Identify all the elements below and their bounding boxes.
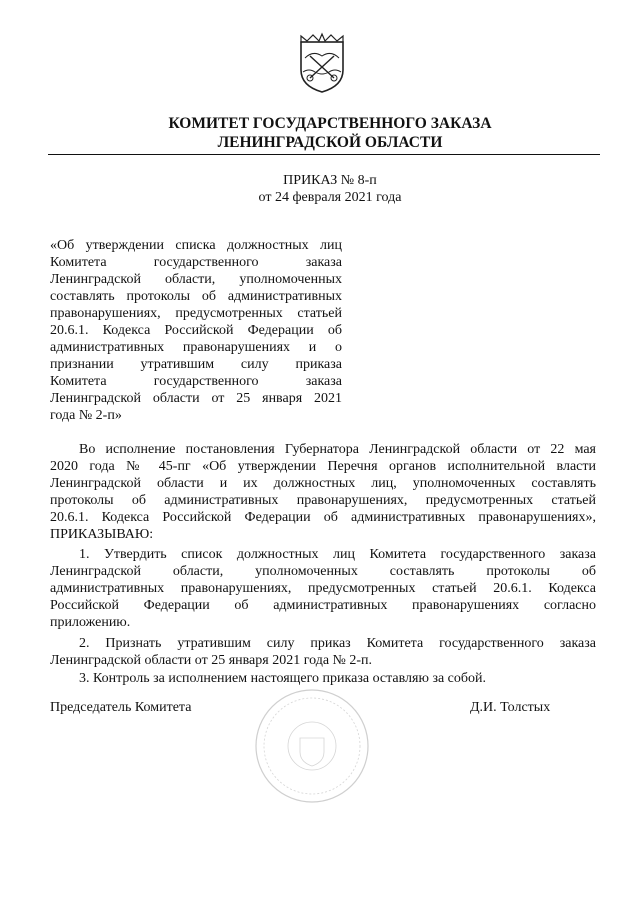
preamble-line: протоколы об административных правонарушениях, предусмотренных статьей bbox=[50, 493, 596, 508]
order-command: ПРИКАЗЫВАЮ: bbox=[50, 527, 154, 542]
preamble-line: 20.6.1. Кодекса Российской Федерации об административных правонарушениях», bbox=[50, 510, 596, 525]
item-line: 1. Утвердить список должностных лиц Комитета государственного заказа bbox=[79, 547, 596, 562]
organization-name-line2: ЛЕНИНГРАДСКОЙ ОБЛАСТИ bbox=[217, 134, 443, 151]
order-date: от 24 февраля 2021 года bbox=[258, 190, 402, 205]
subject-line: Комитета государственного заказа bbox=[50, 374, 342, 389]
item-line: приложению. bbox=[50, 615, 131, 630]
subject-line: Комитета государственного заказа bbox=[50, 255, 342, 270]
item-line: Ленинградской области от 25 января 2021 года № 2-п. bbox=[50, 653, 373, 668]
signatory-name: Д.И. Толстых bbox=[470, 700, 551, 715]
coat-of-arms-emblem bbox=[295, 32, 349, 94]
subject-line: года № 2-п» bbox=[50, 408, 122, 423]
order-title: ПРИКАЗ № 8-п bbox=[283, 173, 377, 188]
item-line: 2. Признать утратившим силу приказ Комитета государственного заказа bbox=[79, 636, 596, 651]
subject-line: составлять протоколы об административных bbox=[50, 289, 342, 304]
preamble-line: Ленинградской области и их должностных лиц, уполномоченных составлять bbox=[50, 476, 596, 491]
subject-line: административных правонарушениях и о bbox=[50, 340, 342, 355]
item-line: административных правонарушениях, предусмотренных статьей 20.6.1. Кодекса bbox=[50, 581, 596, 596]
subject-line: Ленинградской области, уполномоченных bbox=[50, 272, 342, 287]
item-line: 3. Контроль за исполнением настоящего приказа оставляю за собой. bbox=[79, 671, 487, 686]
preamble-line: 2020 года № 45-пг «Об утверждении Перечня органов исполнительной власти bbox=[50, 459, 596, 474]
preamble-line: Во исполнение постановления Губернатора Ленинградской области от 22 мая bbox=[79, 442, 596, 457]
subject-line: признании утратившим силу приказа bbox=[50, 357, 342, 372]
subject-line: «Об утверждении списка должностных лиц bbox=[50, 238, 342, 253]
item-line: Ленинградской области, уполномоченных составлять протоколы об bbox=[50, 564, 596, 579]
header-divider bbox=[48, 154, 600, 155]
organization-name-line1: КОМИТЕТ ГОСУДАРСТВЕННОГО ЗАКАЗА bbox=[168, 115, 492, 132]
subject-line: 20.6.1. Кодекса Российской Федерации об bbox=[50, 323, 342, 338]
subject-line: Ленинградской области от 25 января 2021 bbox=[50, 391, 342, 406]
signatory-position: Председатель Комитета bbox=[50, 700, 192, 715]
official-seal-stamp bbox=[252, 686, 372, 806]
subject-line: правонарушениях, предусмотренных статьей bbox=[50, 306, 342, 321]
item-line: Российской Федерации об административных правонарушениях согласно bbox=[50, 598, 596, 613]
